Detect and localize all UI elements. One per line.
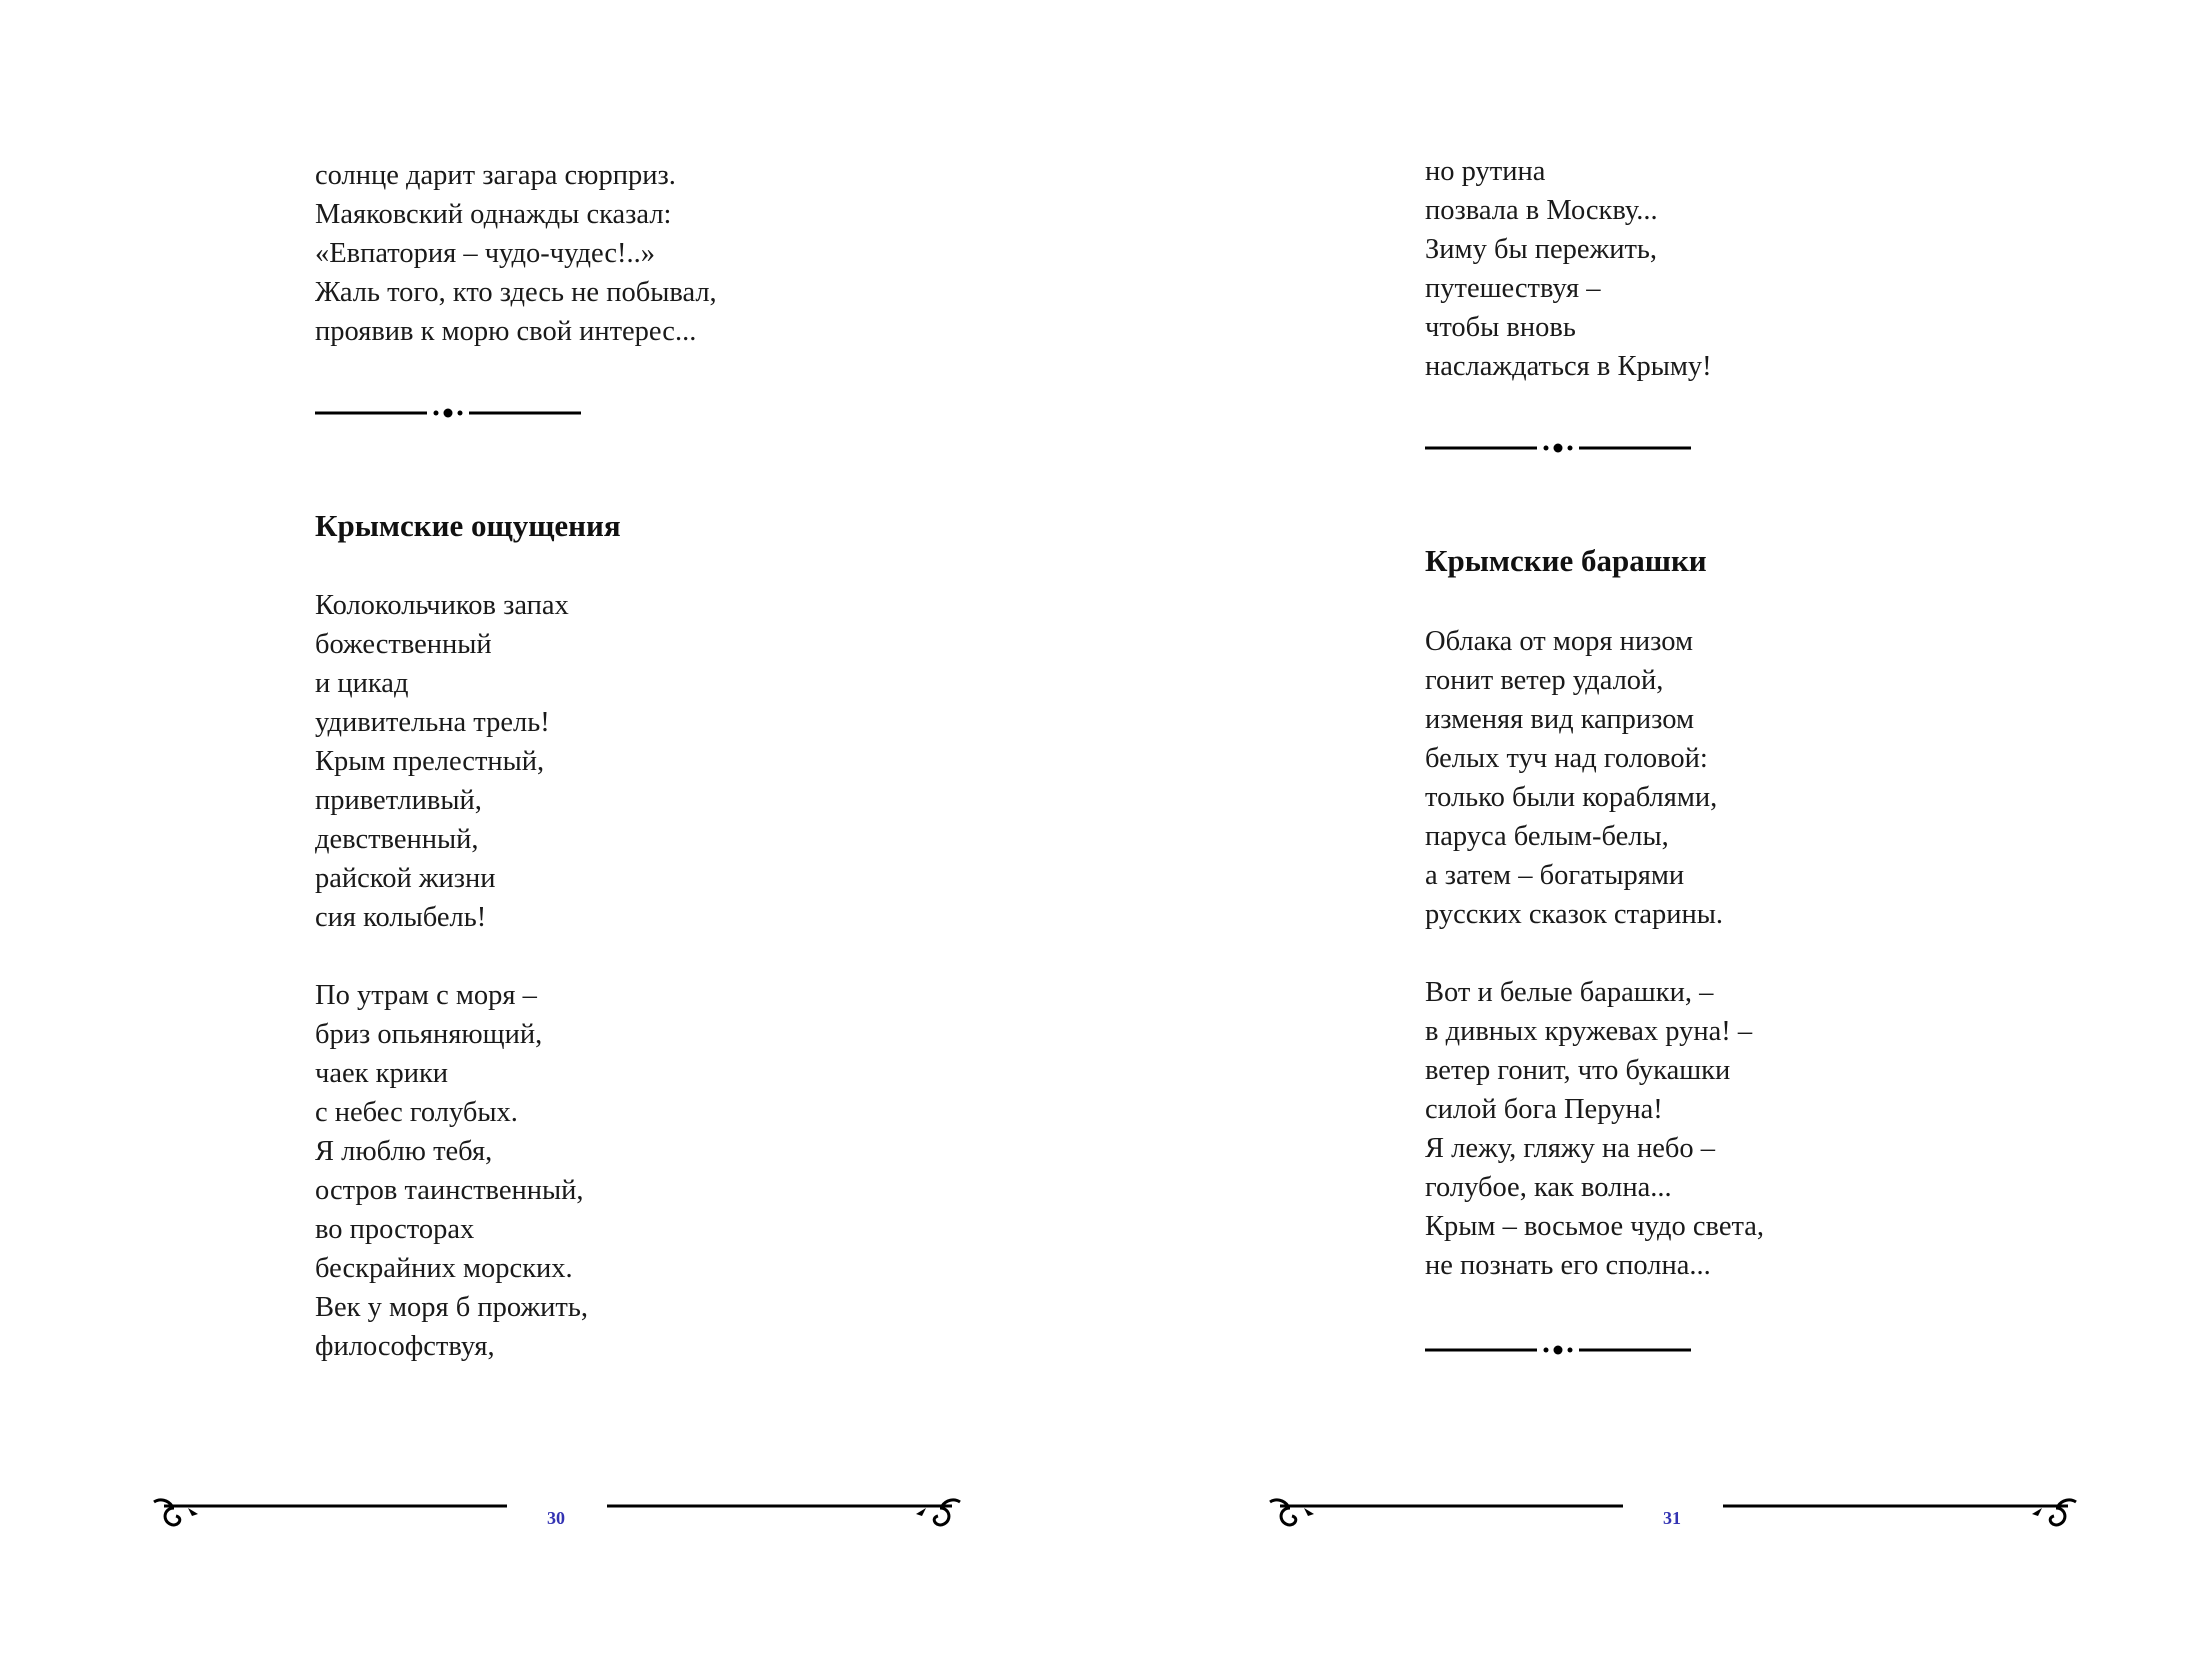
verse-line: Крым – восьмое чудо света,	[1425, 1211, 1765, 1242]
verse-line: бескрайних морских.	[315, 1253, 573, 1284]
poem-title: Крымские ощущения	[315, 508, 621, 543]
verse-line: «Евпатория – чудо-чудес!..»	[315, 238, 656, 269]
verse-line: голубое, как волна...	[1425, 1172, 1672, 1203]
verse-line: остров таинственный,	[315, 1175, 584, 1206]
poem-continuation	[1425, 152, 1712, 386]
verse-line: и цикад	[315, 668, 409, 699]
section-divider-ornament	[315, 403, 581, 423]
verse-line: ветер гонит, что букашки	[1425, 1055, 1731, 1086]
verse-line: Крым прелестный,	[315, 746, 545, 777]
verse-line: изменяя вид капризом	[1425, 704, 1694, 735]
page-number: 30	[547, 1508, 565, 1528]
verse-line: в дивных кружевах руна! –	[1425, 1016, 1753, 1047]
verse-line: позвала в Москву...	[1425, 195, 1658, 226]
right-page	[1103, 0, 2205, 1654]
verse-line: сия колыбель!	[315, 902, 487, 933]
verse-line: паруса белым-белы,	[1425, 821, 1669, 852]
poem-title: Крымские барашки	[1425, 543, 1707, 578]
verse-line: Жаль того, кто здесь не побывал,	[315, 277, 717, 308]
poem-stanza-2	[315, 976, 588, 1366]
verse-line: наслаждаться в Крыму!	[1425, 351, 1712, 382]
left-page	[0, 0, 1102, 1654]
verse-line: Вот и белые барашки, –	[1425, 977, 1714, 1008]
verse-line: не познать его сполна...	[1425, 1250, 1711, 1281]
verse-line: но рутина	[1425, 156, 1546, 187]
verse-line: а затем – богатырями	[1425, 860, 1685, 891]
verse-line: Маяковский однажды сказал:	[315, 199, 672, 230]
verse-line: Век у моря б прожить,	[315, 1292, 588, 1323]
verse-line: чтобы вновь	[1425, 312, 1576, 343]
poem-stanza-2	[1425, 973, 1764, 1285]
verse-line: удивительна трель!	[315, 707, 550, 738]
verse-line: белых туч над головой:	[1425, 743, 1708, 774]
verse-line: во просторах	[315, 1214, 475, 1245]
section-divider-ornament	[1425, 1340, 1691, 1360]
verse-line: бриз опьяняющий,	[315, 1019, 543, 1050]
verse-line: райской жизни	[315, 863, 496, 894]
verse-line: По утрам с моря –	[315, 980, 537, 1011]
verse-line: Зиму бы пережить,	[1425, 234, 1658, 265]
page-number: 31	[1663, 1508, 1681, 1528]
verse-line: Я люблю тебя,	[315, 1136, 493, 1167]
verse-line: приветливый,	[315, 785, 482, 816]
verse-line: божественный	[315, 629, 492, 660]
verse-line: чаек крики	[315, 1058, 449, 1089]
poem-continuation	[315, 156, 717, 351]
verse-line: силой бога Перуна!	[1425, 1094, 1663, 1125]
verse-line: с небес голубых.	[315, 1097, 518, 1128]
section-divider-ornament	[1425, 438, 1691, 458]
verse-line: проявив к морю свой интерес...	[315, 316, 697, 347]
verse-line: солнце дарит загара сюрприз.	[315, 160, 676, 191]
verse-line: Я лежу, гляжу на небо –	[1425, 1133, 1716, 1164]
poem-stanza-1	[315, 586, 569, 937]
poem-stanza-1	[1425, 622, 1723, 934]
verse-line: Колокольчиков запах	[315, 590, 569, 621]
verse-line: только были кораблями,	[1425, 782, 1718, 813]
verse-line: девственный,	[315, 824, 479, 855]
verse-line: путешествуя –	[1425, 273, 1601, 304]
verse-line: философствуя,	[315, 1331, 495, 1362]
verse-line: Облака от моря низом	[1425, 626, 1693, 657]
verse-line: русских сказок старины.	[1425, 899, 1724, 930]
verse-line: гонит ветер удалой,	[1425, 665, 1664, 696]
